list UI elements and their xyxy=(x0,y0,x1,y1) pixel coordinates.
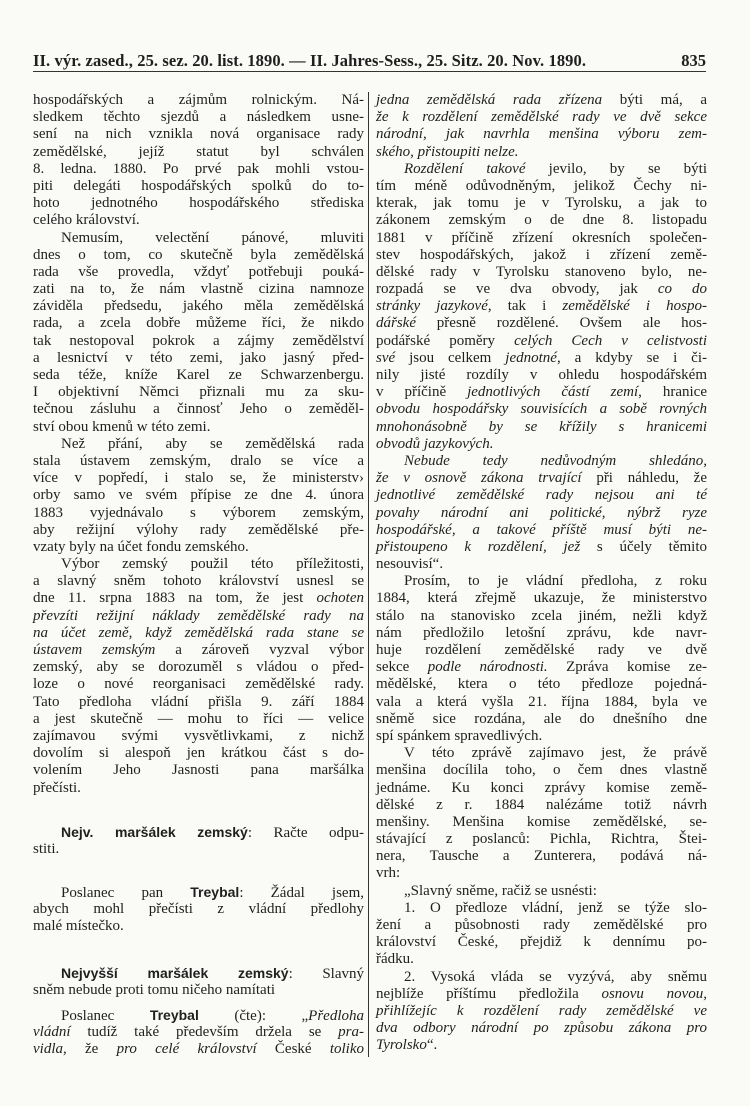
text-run: huje rozdělení zemědělské rady ve dvě xyxy=(376,642,707,658)
text-run: ství obou kmenů w této zemi. xyxy=(33,418,211,435)
text-run: aby režijní výlohy rady zemědělské pře- xyxy=(33,521,364,538)
text-line xyxy=(33,1041,364,1058)
text-line xyxy=(33,281,364,298)
text-run: záviděla předsedu, jakého měla zemědělská xyxy=(33,298,364,315)
text-run: 2. Vysoká vláda se vyzývá, aby sněmu xyxy=(404,968,707,985)
text-run: zákonem zemským o de dne 8. listopadu xyxy=(376,212,707,229)
text-run: zemědělské, jejíž statut byl schválen xyxy=(33,143,364,160)
text-line xyxy=(33,901,364,918)
emphasized-text: vidla xyxy=(33,1041,63,1058)
text-run: více v popředí, i stalo se, že ministerstv› xyxy=(33,470,364,487)
text-line xyxy=(33,1007,364,1024)
text-run: V této zprávě zajímavo jest, že právě xyxy=(404,745,707,762)
text-run: Než přání, aby se zemědělská rada xyxy=(61,435,364,452)
text-line xyxy=(376,1020,707,1037)
text-line xyxy=(33,556,364,573)
text-line xyxy=(376,470,707,487)
text-run: : Račte odpu- xyxy=(247,824,365,841)
text-run: 1884, která zřejmě ukazuje, že ministerstvo xyxy=(376,590,707,607)
text-line xyxy=(33,247,364,264)
text-run: Poslanec xyxy=(61,1008,150,1024)
emphasized-text: ústavem zemským xyxy=(33,642,156,658)
text-run: hoto jednotného hospodářského střediska xyxy=(33,195,364,212)
text-line xyxy=(33,298,364,315)
text-run: a lesnictví v této zemi, jako jasný před- xyxy=(33,349,364,366)
text-line xyxy=(33,126,364,143)
emphasized-text: toliko xyxy=(329,1041,364,1058)
text-line xyxy=(376,315,707,332)
text-line xyxy=(33,505,364,522)
text-run: 1881 v příčině zřízení okresních společen- xyxy=(376,229,707,246)
text-run: zemský, aby se dorozuměl s vládou o před- xyxy=(33,659,364,676)
text-line xyxy=(33,824,364,841)
text-run: : Slavný xyxy=(288,965,364,982)
text-run: stev hospodářských, jakož i zřízení země- xyxy=(376,246,707,263)
text-run: 8. ledna. 1880. Po prvé pak mohli vstou- xyxy=(33,160,364,177)
text-line xyxy=(376,264,707,281)
text-line xyxy=(376,951,707,968)
emphasized-text: národní, jak navrhla menšina výboru zem- xyxy=(376,126,707,143)
text-line xyxy=(33,762,364,779)
text-run: loze o nové reorganisaci zemědělské rady. xyxy=(33,676,364,693)
text-run: I objektivní Němci přiznali mu za sku- xyxy=(33,384,364,401)
text-run: tím méně odůvodněným, jelikož Čechy ni- xyxy=(376,177,707,194)
text-run: 1. O předloze vládní, jenž se týže slo- xyxy=(404,899,707,916)
text-line xyxy=(376,573,707,590)
text-run: dělské z r. 1884 nalézáme totiž návrh xyxy=(376,796,707,813)
speaker-name: Nejv. maršálek zemský xyxy=(61,823,248,840)
emphasized-text: přihlížejíc k rozdělení rady zemědělské ve xyxy=(376,1002,707,1019)
text-line xyxy=(33,676,364,693)
text-run: přesně rozdělené. Ovšem ale hos- xyxy=(416,315,707,332)
text-line xyxy=(33,195,364,212)
emphasized-text: pra- xyxy=(338,1024,364,1041)
emphasized-text: stránky jazykové xyxy=(376,298,488,315)
text-line xyxy=(376,917,707,934)
text-line xyxy=(376,814,707,831)
text-line xyxy=(376,865,707,882)
header-title: II. výr. zased., 25. sez. 20. list. 1890. — II. Jahres-Sess., 25. Sitz. 20. Nov. 1890. xyxy=(33,51,587,70)
text-run: rozpadá se ve dva obvody, jak xyxy=(376,281,658,298)
text-line xyxy=(376,212,707,229)
text-run: nily jisté rozdíly v ohledu hospodářském xyxy=(376,367,707,383)
text-line xyxy=(376,126,707,143)
text-run: dnes o tom, co skutečně byla zemědělská xyxy=(33,246,364,263)
text-line xyxy=(376,333,707,350)
emphasized-text: ochoten xyxy=(316,590,364,607)
text-line xyxy=(33,965,364,982)
text-line xyxy=(376,711,707,728)
text-line xyxy=(33,401,364,418)
text-line xyxy=(376,848,707,865)
text-line xyxy=(33,384,364,401)
text-run: dovolím si alespoň jen krátkou část s do- xyxy=(33,745,364,762)
emphasized-text: Nebude tedy nedůvodným shledáno, xyxy=(404,452,707,469)
text-run: s účely těmito xyxy=(580,538,707,555)
text-line xyxy=(33,918,364,935)
text-run: České xyxy=(256,1041,330,1058)
right-column xyxy=(376,92,707,1055)
text-line xyxy=(33,780,364,797)
text-run: spí spánkem spravedlivých. xyxy=(376,727,543,744)
text-run: malé místečko. xyxy=(33,918,124,935)
text-line xyxy=(376,969,707,986)
text-line xyxy=(33,884,364,901)
text-line xyxy=(33,144,364,161)
text-run: menšina docílila toho, o čem dnes vlastně xyxy=(376,762,707,779)
text-line xyxy=(376,780,707,797)
text-run: Nemusím, velectění pánové, mluviti xyxy=(61,229,364,246)
speaker-name: Nejvyšší maršálek zemský xyxy=(61,964,289,981)
speaker-name: Treybal xyxy=(149,1007,199,1023)
text-line xyxy=(376,590,707,607)
emphasized-text: dářské xyxy=(376,315,416,332)
text-line xyxy=(33,745,364,762)
text-run: seda téže, kníže Karel ze Schwarzenbergu. xyxy=(33,367,364,383)
text-line xyxy=(376,728,707,745)
text-run: menšiny. Menšina komise zemědělské, se- xyxy=(376,813,707,830)
text-run: dělské rady v Tyrolsku stanoveno bylo, ne- xyxy=(376,263,707,280)
text-line xyxy=(376,109,707,126)
text-line xyxy=(376,92,707,109)
text-line xyxy=(33,711,364,728)
text-line xyxy=(376,831,707,848)
text-run: a zároveň vyzval výbor xyxy=(155,642,365,658)
text-run: volením Jeho Jasnosti pana maršálka xyxy=(33,762,364,779)
emphasized-text: Předloha xyxy=(308,1008,364,1024)
emphasized-text: co do xyxy=(657,281,707,298)
text-run: piti delegáti hospodářských spolků do to- xyxy=(33,177,364,194)
text-run: jevilo, by se býti xyxy=(525,160,707,177)
text-line xyxy=(33,315,364,332)
text-line xyxy=(33,573,364,590)
text-line xyxy=(33,841,364,858)
text-line xyxy=(376,350,707,367)
text-run: tečnou zásluhu a činnosť Jeho o zeměděl- xyxy=(33,401,364,418)
running-header xyxy=(33,45,706,72)
text-run: sení na nich vznikla nová organisace rady xyxy=(33,126,364,143)
text-run: tudíž také především držela se xyxy=(70,1024,339,1041)
text-run: stala ústavem zemským, dralo se více a xyxy=(33,452,364,469)
text-line xyxy=(33,109,364,126)
text-run: podářské poměry xyxy=(376,332,515,349)
column-divider xyxy=(368,92,369,1057)
text-run: nejblíže příštímu předložila xyxy=(376,985,602,1002)
emphasized-text: že v osnově zákona trvající xyxy=(376,470,582,487)
text-run: „Slavný sněme, račiž se usnésti: xyxy=(404,882,597,899)
text-line xyxy=(376,539,707,556)
emphasized-text: mnohonásobně by se křížily s hranicemi xyxy=(376,418,707,435)
text-line xyxy=(376,642,707,659)
speaker-name: Treybal xyxy=(190,884,240,901)
text-run: žení a působnosti rady zemědělské pro xyxy=(376,917,707,933)
text-line xyxy=(376,676,707,693)
emphasized-text: celých Cech v celistvosti xyxy=(514,332,707,349)
text-run: sněmě sice rozdána, ale do dnešního dne xyxy=(376,710,707,727)
text-run: kterak, jak tomu je v Tyrolsku, a jak to xyxy=(376,195,707,212)
text-line xyxy=(33,642,364,659)
text-line xyxy=(376,745,707,762)
emphasized-text: obvodu hospodářsky souvisících a sobě rovných xyxy=(376,401,707,418)
text-run: rada vše provedla, vždyť potřebuji pouká- xyxy=(33,263,364,280)
emphasized-text: jednotné xyxy=(505,349,557,366)
text-line xyxy=(33,161,364,178)
text-run: zati na to, že nám vlastně cizina namnoze xyxy=(33,281,364,298)
text-run: (čte): „ xyxy=(198,1008,309,1024)
text-line xyxy=(376,556,707,573)
text-run: zajímavou svými vysvětlivkami, z nichž xyxy=(33,727,364,744)
emphasized-text: hospodářské, a takové příště musí býti ne- xyxy=(376,521,707,538)
emphasized-text: že k rozdělení zemědělské rady ve dvě sekce xyxy=(376,109,707,126)
text-run: řádku. xyxy=(376,951,414,968)
text-run: hospodářských a zájmům rolnickým. Ná- xyxy=(33,92,364,108)
text-line xyxy=(376,178,707,195)
text-run: orby samo ve svém přípise ze dne 4. února xyxy=(33,487,364,504)
text-run: abych mohl přečísti z vládní předlohy xyxy=(33,901,364,918)
text-line xyxy=(376,281,707,298)
text-line xyxy=(376,436,707,453)
emphasized-text: ského, přistoupiti nelze. xyxy=(376,143,519,160)
text-run: nám předložilo letošní zprávu, kde navr- xyxy=(376,624,707,641)
text-run: , a kdyby se i či- xyxy=(556,349,707,366)
text-run: , že xyxy=(63,1041,117,1058)
text-run: nera, Tausche a Zunterera, podává ná- xyxy=(376,848,707,865)
text-line xyxy=(33,178,364,195)
text-run: vzaty byly na účet fondu zemského. xyxy=(33,538,249,555)
text-line xyxy=(376,934,707,951)
text-run: jsou celkem xyxy=(395,349,506,366)
text-run: stálo na stanovisko zcela jiném, nežli když xyxy=(376,607,707,624)
text-run: tak nestopoval pokrok a zájmy zemědělství xyxy=(33,332,364,349)
emphasized-text: podle národnosti. xyxy=(427,659,548,676)
text-run: dne 11. srpna 1883 na tom, že jest xyxy=(33,590,317,607)
text-line xyxy=(376,1037,707,1054)
text-line xyxy=(33,487,364,504)
text-run: Prosím, to je vládní předloha, z roku xyxy=(404,573,707,590)
text-line xyxy=(33,608,364,625)
text-line xyxy=(33,333,364,350)
emphasized-text: vládní xyxy=(33,1024,71,1041)
text-run: sněm nebude proti tomu ničeho namítati xyxy=(33,981,276,998)
text-run: , hranice xyxy=(638,384,707,401)
text-line xyxy=(33,230,364,247)
text-run: v příčině xyxy=(376,384,468,401)
text-line xyxy=(33,728,364,745)
text-line xyxy=(33,419,364,436)
text-line xyxy=(376,1003,707,1020)
text-run: býti má, a xyxy=(602,92,707,108)
text-line xyxy=(376,298,707,315)
text-line xyxy=(376,161,707,178)
text-run: nesouvisí“. xyxy=(376,556,444,573)
emphasized-text: obvodů jazykových. xyxy=(376,435,494,452)
text-line xyxy=(33,522,364,539)
text-run: a jest skutečně — mohu to říci — velice xyxy=(33,710,364,727)
text-run: , tak i xyxy=(487,298,563,315)
text-run: a slavný sněm tohoto království usnesl se xyxy=(33,573,364,590)
emphasized-text: Tyrolsko xyxy=(376,1037,427,1054)
text-run: Poslanec pan xyxy=(61,885,191,902)
text-run: sledkem těchto sjezdů a následkem usne- xyxy=(33,109,364,126)
emphasized-text: osnovu novou, xyxy=(601,985,708,1002)
text-run: “. xyxy=(426,1037,438,1054)
text-run: : Žádal jsem, xyxy=(239,885,364,902)
text-run: Tato předloha vládní přišla 9. září 1884 xyxy=(33,693,364,710)
left-column xyxy=(33,92,364,1059)
text-line xyxy=(376,419,707,436)
text-line xyxy=(33,470,364,487)
text-run: vrh: xyxy=(376,865,401,882)
text-line xyxy=(376,797,707,814)
text-line xyxy=(33,659,364,676)
text-line xyxy=(33,590,364,607)
text-line xyxy=(376,883,707,900)
text-line xyxy=(33,1024,364,1041)
text-run: stiti. xyxy=(33,840,60,857)
emphasized-text: své xyxy=(376,349,396,366)
emphasized-text: zemědělské i hospo- xyxy=(562,298,707,315)
emphasized-text: na účet země, když zemědělská rada stane se xyxy=(33,624,364,641)
text-line xyxy=(376,247,707,264)
text-line xyxy=(376,144,707,161)
text-line xyxy=(376,453,707,470)
text-run: Výbor zemský použil této příležitosti, xyxy=(61,556,364,573)
text-run: Zpráva komise ze- xyxy=(547,659,707,676)
page-number: 835 xyxy=(681,51,706,70)
text-run: mědělské, ktera o této předloze pojedná- xyxy=(376,676,707,693)
text-line xyxy=(33,212,364,229)
text-line xyxy=(376,487,707,504)
emphasized-text: povahy národní ani politické, nýbrž ryze xyxy=(376,504,707,521)
text-line xyxy=(376,401,707,418)
text-run: jednáme. Ku konci zprávy komise země- xyxy=(376,779,707,796)
text-run: vala a která vyšla 21. října 1884, byla ve xyxy=(376,693,707,710)
emphasized-text: převzíti režijní náklady zemědělské rady na xyxy=(33,607,364,624)
text-line xyxy=(376,522,707,539)
emphasized-text: jedna zemědělská rada zřízena xyxy=(376,92,603,108)
text-line xyxy=(376,230,707,247)
text-line xyxy=(33,264,364,281)
text-line xyxy=(33,436,364,453)
text-line xyxy=(376,195,707,212)
text-line xyxy=(376,659,707,676)
text-run: při náhledu, že xyxy=(581,470,707,487)
text-line xyxy=(33,92,364,109)
text-line xyxy=(33,367,364,384)
emphasized-text: přistoupeno k rozdělení, jež xyxy=(376,538,581,555)
text-line xyxy=(376,900,707,917)
text-line xyxy=(376,694,707,711)
text-line xyxy=(33,694,364,711)
text-run: přečísti. xyxy=(33,779,81,796)
emphasized-text: Rozdělení takové xyxy=(404,160,526,177)
text-run: království České, přejdiž k dennímu po- xyxy=(376,934,707,951)
text-run: 1883 vyjednávalo s výborem zemským, xyxy=(33,504,364,521)
text-line xyxy=(33,453,364,470)
text-line xyxy=(33,539,364,556)
text-line xyxy=(33,982,364,999)
text-line xyxy=(376,367,707,384)
text-line xyxy=(376,384,707,401)
text-run: stávající z poslanců: Pichla, Richtra, Štei- xyxy=(376,831,707,848)
text-line xyxy=(376,625,707,642)
text-line xyxy=(376,505,707,522)
text-run: sekce xyxy=(376,659,428,676)
emphasized-text: pro celé království xyxy=(116,1041,257,1058)
text-line xyxy=(33,350,364,367)
text-line xyxy=(33,625,364,642)
text-line xyxy=(376,986,707,1003)
emphasized-text: jednotlivé zemědělské rady nejsou ani té xyxy=(376,487,707,504)
text-run: rada, a zcela dobře můžeme říci, že nikdo xyxy=(33,315,364,332)
text-line xyxy=(376,608,707,625)
emphasized-text: jednotlivých částí zemí xyxy=(467,384,639,401)
text-run: celého království. xyxy=(33,212,140,229)
text-line xyxy=(376,762,707,779)
emphasized-text: dva odbory národní po způsobu zákona pro xyxy=(376,1020,707,1037)
